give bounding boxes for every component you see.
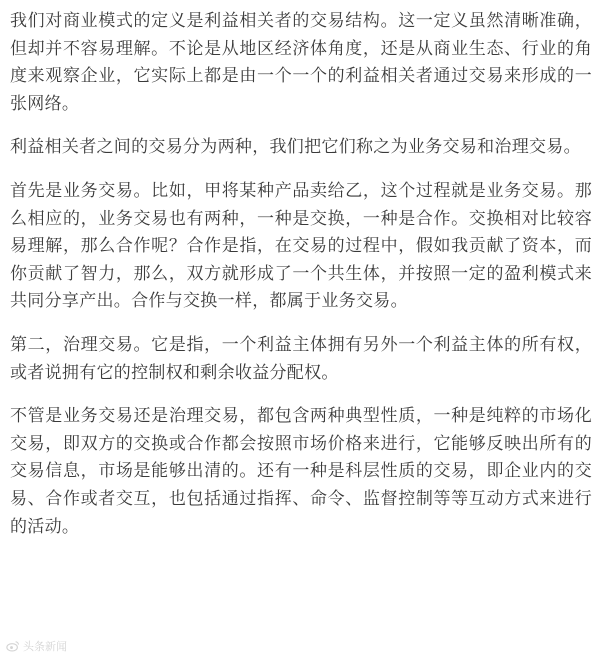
paragraph-3: 首先是业务交易。比如，甲将某种产品卖给乙，这个过程就是业务交易。那么相应的，业务交易也有两种，一种是交换，一种是合作。交换相对比较容易理解，那么合作呢？合作是指，在交易的过程中，假如我贡献了资本，而你贡献了智力，那么，双方就形成了一个共生体，并按照一定的盈利模式来共同分享产出。合作与交换一样，都属于业务交易。 — [10, 180, 592, 312]
watermark-text: 头条新闻 — [23, 640, 67, 653]
paragraph-4: 第二，治理交易。它是指，一个利益主体拥有另外一个利益主体的所有权，或者说拥有它的控制权和剩余收益分配权。 — [10, 334, 592, 383]
paragraph-2: 利益相关者之间的交易分为两种，我们把它们称之为业务交易和治理交易。 — [10, 137, 581, 158]
paragraph-5: 不管是业务交易还是治理交易，都包含两种典型性质，一种是纯粹的市场化交易，即双方的交换或合作都会按照市场价格来进行，它能够反映出所有的交易信息，市场是能够出清的。还有一种是科层性质的交易，即企业内的交易、合作或者交互，也包括通过指挥、命令、监督控制等等互动方式来进行的活动。 — [10, 406, 592, 537]
watermark — [6, 638, 67, 654]
article-body — [10, 8, 592, 557]
paragraph-1: 我们对商业模式的定义是利益相关者的交易结构。这一定义虽然清晰准确，但却并不容易理解。不论是从地区经济体角度，还是从商业生态、行业的角度来观察企业，它实际上都是由一个一个的利益相关者通过交易来形成的一张网络。 — [10, 11, 592, 114]
weibo-logo-icon — [6, 639, 20, 653]
